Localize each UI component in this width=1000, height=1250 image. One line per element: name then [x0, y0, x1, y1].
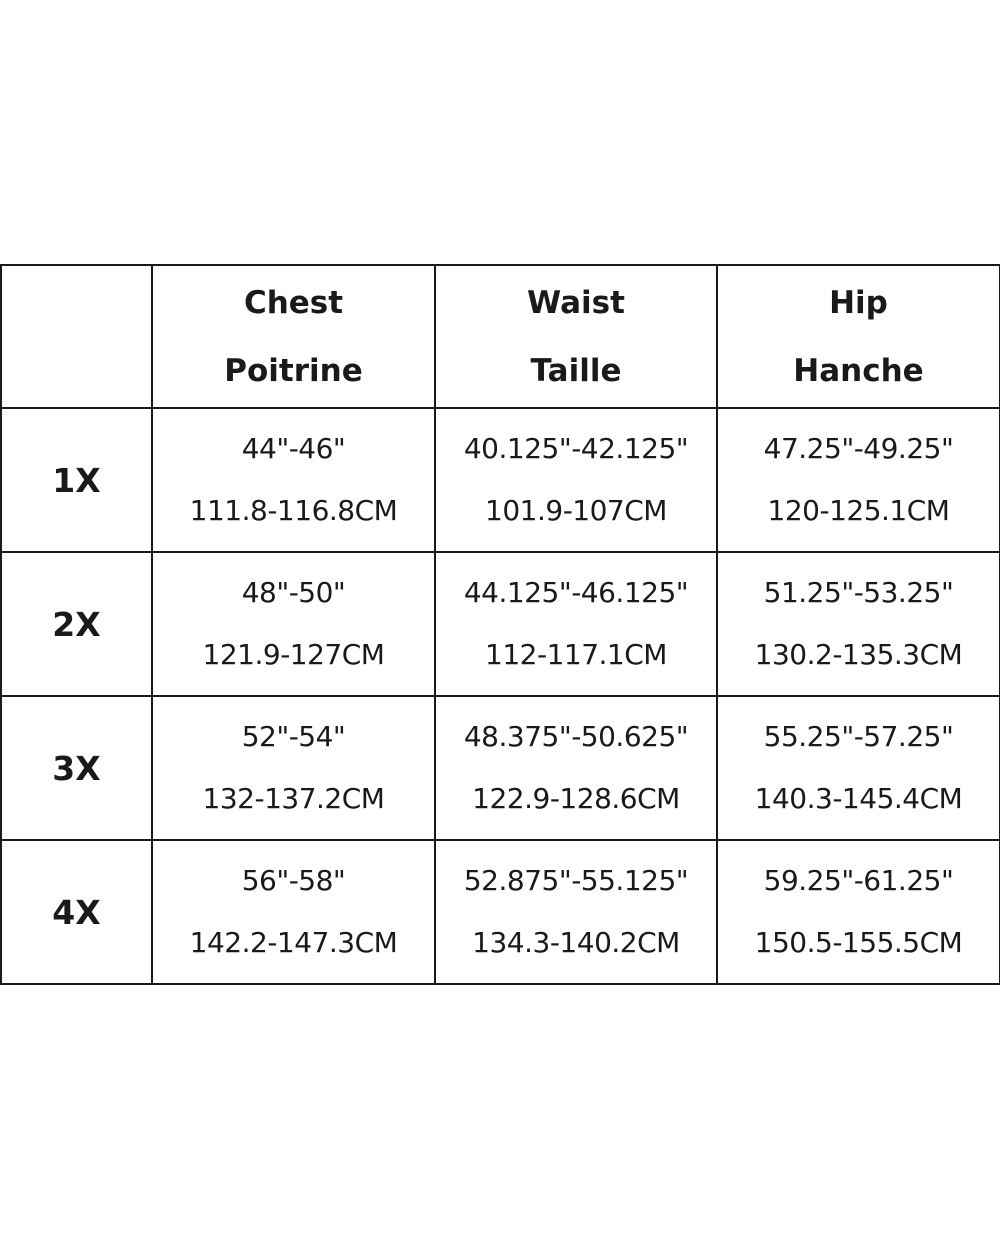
hip-cell: [717, 408, 1000, 552]
size-cell: [1, 408, 152, 552]
header-chest-en: Chest: [243, 284, 344, 321]
chest-cell: [152, 408, 435, 552]
hip-inch: 55.25"-57.25": [763, 720, 954, 753]
chest-cm: 142.2-147.3CM: [189, 926, 398, 959]
header-waist: [435, 265, 717, 408]
chest-cm: 132-137.2CM: [202, 782, 385, 815]
waist-cell: [435, 840, 717, 984]
waist-inch: 52.875"-55.125": [463, 864, 689, 897]
table-row: [1, 840, 1000, 984]
size-label: 4X: [52, 892, 101, 932]
chest-inch: 52"-54": [241, 720, 346, 753]
size-cell: [1, 696, 152, 840]
waist-cm: 112-117.1CM: [485, 638, 667, 671]
waist-cell: [435, 408, 717, 552]
header-chest: [152, 265, 435, 408]
corner-cell: [1, 265, 152, 408]
size-cell: [1, 840, 152, 984]
hip-inch: 47.25"-49.25": [763, 432, 954, 465]
waist-inch: 48.375"-50.625": [463, 720, 689, 753]
chest-inch: 48"-50": [241, 576, 346, 609]
header-waist-en: Waist: [527, 284, 625, 321]
table-row: [1, 552, 1000, 696]
header-waist-fr: Taille: [530, 352, 622, 389]
header-hip: [717, 265, 1000, 408]
header-chest-fr: Poitrine: [224, 352, 363, 389]
waist-cm: 134.3-140.2CM: [472, 926, 680, 959]
hip-cm: 120-125.1CM: [767, 494, 950, 527]
table-row: [1, 696, 1000, 840]
waist-inch: 40.125"-42.125": [463, 432, 689, 465]
header-row: [1, 265, 1000, 408]
chest-inch: 56"-58": [241, 864, 346, 897]
hip-cell: [717, 552, 1000, 696]
waist-cm: 101.9-107CM: [485, 494, 667, 527]
waist-cell: [435, 552, 717, 696]
chest-cell: [152, 552, 435, 696]
waist-cell: [435, 696, 717, 840]
header-hip-en: Hip: [829, 284, 888, 321]
table-row: [1, 408, 1000, 552]
waist-inch: 44.125"-46.125": [463, 576, 689, 609]
size-cell: [1, 552, 152, 696]
size-label: 3X: [52, 748, 101, 788]
hip-cell: [717, 840, 1000, 984]
chest-inch: 44"-46": [241, 432, 346, 465]
chest-cell: [152, 840, 435, 984]
hip-cell: [717, 696, 1000, 840]
hip-cm: 130.2-135.3CM: [754, 638, 963, 671]
hip-cm: 140.3-145.4CM: [754, 782, 963, 815]
chest-cell: [152, 696, 435, 840]
hip-inch: 59.25"-61.25": [763, 864, 954, 897]
waist-cm: 122.9-128.6CM: [472, 782, 680, 815]
size-label: 1X: [52, 460, 101, 500]
hip-inch: 51.25"-53.25": [763, 576, 954, 609]
chest-cm: 121.9-127CM: [202, 638, 385, 671]
hip-cm: 150.5-155.5CM: [754, 926, 963, 959]
size-label: 2X: [52, 604, 101, 644]
header-hip-fr: Hanche: [793, 352, 924, 389]
chest-cm: 111.8-116.8CM: [189, 494, 398, 527]
size-chart-table: [0, 264, 1000, 985]
